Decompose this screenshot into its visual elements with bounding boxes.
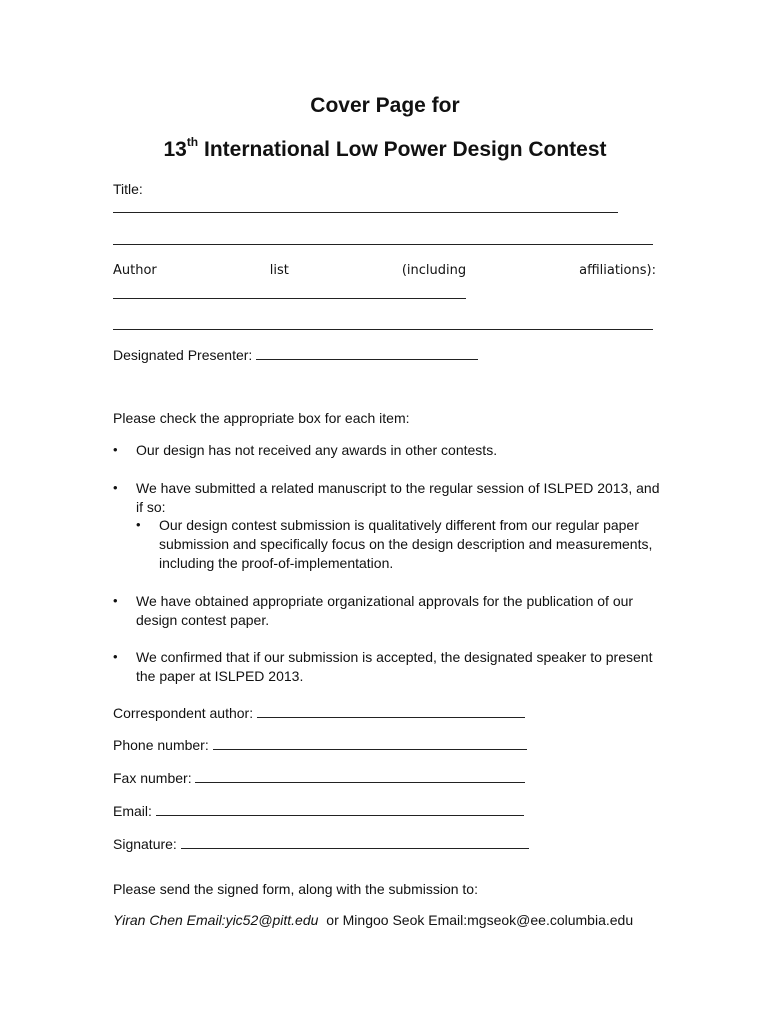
author-field-line-2[interactable]: [113, 329, 653, 330]
correspondent-label: Correspondent author:: [113, 705, 254, 721]
checklist-item-4[interactable]: [136, 648, 652, 686]
email-field[interactable]: [156, 803, 524, 816]
email-label: Email:: [113, 803, 152, 819]
phone-row: [113, 737, 527, 753]
sub-bullet-icon: •: [136, 517, 141, 532]
checklist-item-2[interactable]: [136, 479, 659, 517]
correspondent-field[interactable]: [257, 705, 525, 718]
phone-label: Phone number:: [113, 737, 209, 753]
author-word-4: affiliations):: [579, 263, 656, 278]
contact-mingoo-seok[interactable]: or Mingoo Seok Email:mgseok@ee.columbia.edu: [326, 912, 634, 928]
subitem-line3: including the proof-of-implementation.: [159, 555, 394, 571]
presenter-row: [113, 347, 478, 363]
email-row: [113, 803, 524, 819]
contact-yiran-chen[interactable]: Yiran Chen Email:yic52@pitt.edu: [113, 912, 319, 928]
signature-row: [113, 836, 529, 852]
checklist-item-4-line1: We confirmed that if our submission is accepted, the designated speaker to present: [136, 649, 653, 665]
fax-row: [113, 770, 525, 786]
checklist-item-2-line1: We have submitted a related manuscript to the regular session of ISLPED 2013, and: [136, 480, 660, 496]
author-word-1: Author: [113, 263, 157, 278]
contest-number: 13: [163, 138, 187, 161]
presenter-field[interactable]: [256, 347, 478, 360]
title-field-line-2[interactable]: [113, 244, 653, 245]
contest-title: [0, 137, 770, 162]
contact-line: [113, 912, 633, 928]
check-instruction: Please check the appropriate box for each item:: [113, 410, 410, 426]
send-instruction: Please send the signed form, along with the submission to:: [113, 881, 478, 897]
checklist-item-2-line2: if so:: [136, 499, 166, 515]
author-list-label: [113, 263, 656, 278]
bullet-icon: •: [113, 649, 118, 664]
contest-name: International Low Power Design Contest: [203, 138, 607, 161]
phone-field[interactable]: [213, 737, 527, 750]
bullet-icon: •: [113, 593, 118, 608]
signature-label: Signature:: [113, 836, 177, 852]
subitem-line2: submission and specifically focus on the design description and measurements,: [159, 536, 653, 552]
checklist-item-1[interactable]: Our design has not received any awards in other contests.: [136, 442, 498, 458]
checklist-subitem[interactable]: [159, 516, 652, 573]
presenter-label: Designated Presenter:: [113, 347, 253, 363]
bullet-icon: •: [113, 480, 118, 495]
title-field-line-1[interactable]: [113, 212, 618, 213]
checklist-item-3-line1: We have obtained appropriate organizational approvals for the publication of our: [136, 593, 634, 609]
correspondent-row: [113, 705, 525, 721]
subitem-line1: Our design contest submission is qualitatively different from our regular paper: [159, 517, 639, 533]
fax-field[interactable]: [195, 770, 525, 783]
checklist-item-3[interactable]: [136, 592, 633, 630]
author-field-line-1[interactable]: [113, 298, 466, 299]
contest-ordinal-suffix: th: [186, 135, 199, 149]
checklist-item-3-line2: design contest paper.: [136, 612, 270, 628]
author-word-2: list: [269, 263, 289, 278]
title-label: Title:: [113, 181, 143, 197]
heading-line1: Cover Page for: [310, 94, 460, 117]
bullet-icon: •: [113, 442, 118, 457]
signature-field[interactable]: [181, 836, 529, 849]
fax-label: Fax number:: [113, 770, 192, 786]
checklist-item-4-line2: the paper at ISLPED 2013.: [136, 668, 304, 684]
author-word-3: (including: [401, 263, 467, 278]
